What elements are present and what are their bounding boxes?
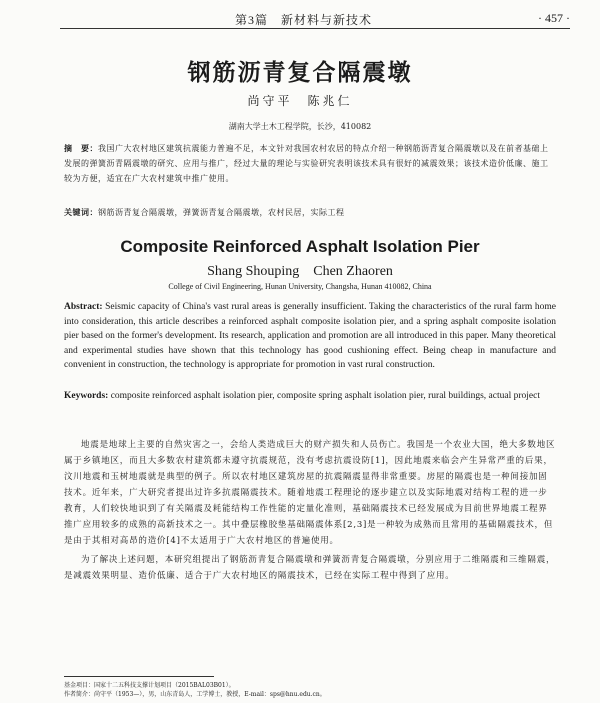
chinese-title: 钢筋沥青复合隔震墩 (187, 60, 413, 86)
chinese-keywords (64, 205, 556, 220)
header-rule (60, 28, 570, 29)
running-header (60, 10, 570, 28)
chinese-abstract-label: 摘 要： (64, 144, 98, 153)
english-keywords (64, 389, 556, 418)
english-abstract-label: Abstract: (64, 302, 103, 312)
english-keywords-label: Keywords: (64, 391, 109, 401)
chinese-affiliation: 湖南大学土木工程学院，长沙，410082 (228, 122, 372, 131)
chapter-title: 第3篇 新材料与新技术 (235, 13, 373, 27)
english-authors: Shang Shouping Chen Zhaoren (207, 264, 393, 279)
chinese-abstract-text: 我国广大农村地区建筑抗震能力普遍不足，本文针对我国农村农居的特点介绍一种钢筋沥青复合隔震墩以及在前者基础上发展的弹簧沥青隔震墩的研究、应用与推广，经过大量的理论与实验研究表明该技术具有很好的减震效果；该技术造价低廉、施工较为方便，适宜在广大农村建筑中推广使用。 (64, 144, 549, 183)
chinese-keywords-label: 关键词： (64, 208, 98, 217)
footnote-author: 作者简介：尚守平（1953—），男，山东青岛人，工学博士，教授，E-mail：sps@hnu.edu.cn。 (64, 691, 326, 698)
page-number: · 457 · (538, 11, 570, 25)
chinese-keywords-text: 钢筋沥青复合隔震墩，弹簧沥青复合隔震墩，农村民居，实际工程 (98, 208, 345, 217)
footnote-rule (64, 676, 214, 677)
body-paragraph-2: 为了解决上述问题，本研究组提出了钢筋沥青复合隔震墩和弹簧沥青复合隔震墩，分别应用于二维隔震和三维隔震，是减震效果明显、造价低廉、适合于广大农村地区的隔震技术，已经在实际工程中得到了应用。 (64, 555, 556, 581)
english-keywords-text: composite reinforced asphalt isolation pier, composite spring asphalt isolation pier, rural buildings, actual project (108, 391, 540, 401)
chinese-abstract (64, 141, 556, 201)
english-abstract (64, 300, 556, 387)
body-paragraph-1: 地震是地球上主要的自然灾害之一，会给人类造成巨大的财产损失和人员伤亡。我国是一个农业大国，绝大多数地区属于乡镇地区，而且大多数农村建筑都未遵守抗震规范，没有考虑抗震设防[1]，因此地震来临会产生异常严重的后果，汶川地震和玉树地震就是典型的例子。所以农村地区建筑房屋的抗震隔震显得非常重要。房屋的隔震也是一种间接加固技术。近年来，广大研究者提出过许多抗震隔震技术。随着地震工程理论的逐步建立以及实际地震对结构工程的进一步教育，人们较快地识到了有关隔震及耗能结构工作性能的定量化准则，基础隔震技术已经发展成为目前世界地震工程界推广应用较多的成熟的高新技术之一。其中叠层橡胶垫基础隔震体系[2,3]是一种较为成熟而且常用的基础隔震技术，但是由于其相对高昂的造价[4]不太适用于广大农村地区的普遍使用。 (64, 440, 556, 546)
english-abstract-text: Seismic capacity of China's vast rural areas is generally insufficient. Taking the characteristics of the rural farm home into consideration, this article describes a reinforced asphalt composite isolation pier, and a spring asphalt composite isolation pier based on the former's development. Its research, application and promotion are all introduced in this paper. Many theoretical and experimental studies have shown that this technology has good cushioning effect. Being cheap in manufacture and convenient in construction, the technology is appropriate for promotion in vast rural construction. (64, 302, 556, 370)
english-affiliation: College of Civil Engineering, Hunan University, Changsha, Hunan 410082, China (168, 282, 432, 291)
english-title: Composite Reinforced Asphalt Isolation Pier (120, 237, 480, 256)
chinese-authors: 尚守平 陈兆仁 (247, 94, 353, 108)
footnote-fund: 基金项目：国家十二五科技支撑计划项目（2015BAL03B01）。 (64, 682, 235, 689)
